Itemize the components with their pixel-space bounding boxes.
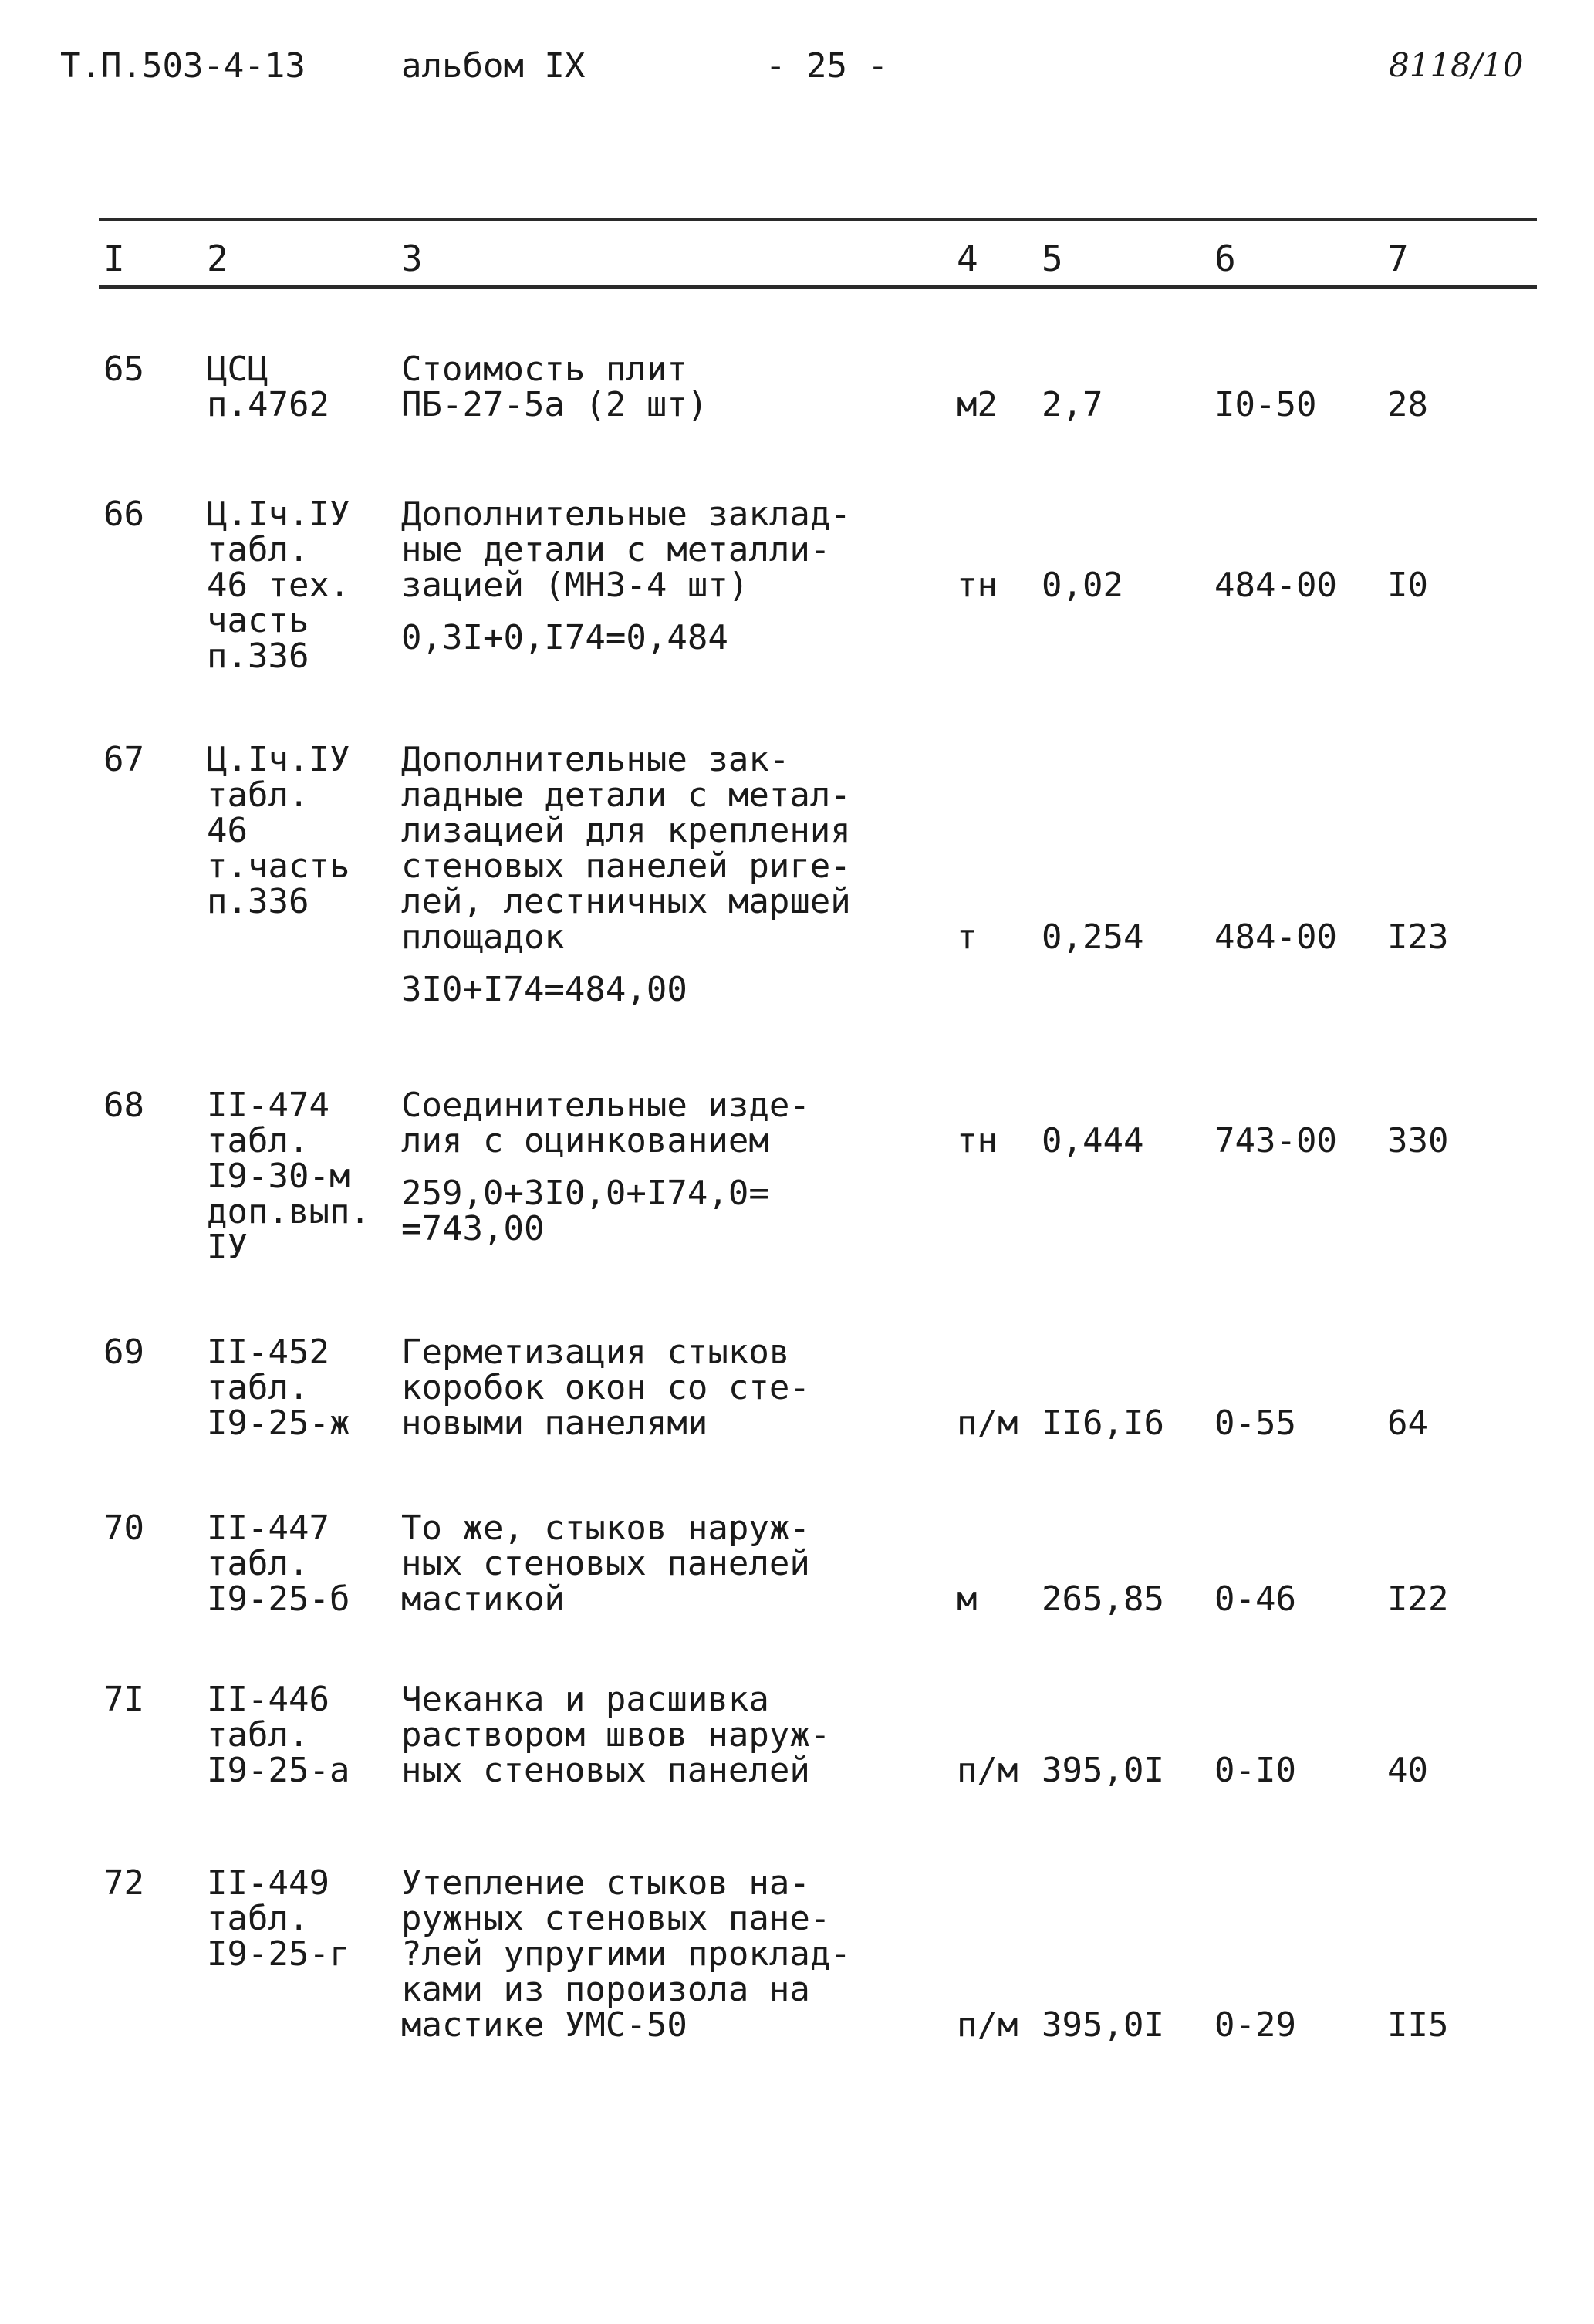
description-line: площадок xyxy=(401,917,565,957)
source-line: 46 xyxy=(207,811,248,850)
description-line: Чеканка и расшивка xyxy=(401,1680,769,1719)
description-line: Утепление стыков на- xyxy=(401,1863,810,1903)
unit: т xyxy=(957,917,978,957)
source-line: п.4762 xyxy=(207,385,329,424)
total-cost: I22 xyxy=(1387,1579,1449,1619)
description-line: коробок окон со сте- xyxy=(401,1368,810,1407)
handwritten-reference: 8118/10 xyxy=(1389,46,1524,84)
source-line: п.336 xyxy=(207,882,309,921)
source-reference xyxy=(207,1335,350,1441)
work-description xyxy=(401,1508,810,1619)
calculation-line: =743,00 xyxy=(401,1209,545,1248)
quantity: 395,0I xyxy=(1042,1751,1164,1790)
source-reference xyxy=(207,1863,350,1974)
description-line: лизацией для крепления xyxy=(401,811,851,850)
album-label: альбом IX xyxy=(401,46,586,86)
source-line: табл. xyxy=(207,1544,309,1583)
document-code: Т.П.503-4-13 xyxy=(60,46,306,86)
unit-price: 0-I0 xyxy=(1214,1751,1296,1790)
source-line: IУ xyxy=(207,1228,248,1267)
work-description xyxy=(401,352,708,423)
description-line: мастикой xyxy=(401,1579,565,1619)
description-line: раствором швов наруж- xyxy=(401,1715,831,1755)
unit-price: 0-55 xyxy=(1214,1404,1296,1443)
source-line: I9-25-г xyxy=(207,1934,350,1974)
description-line: мастике УМС-50 xyxy=(401,2005,687,2045)
description-line: новыми панелями xyxy=(401,1404,708,1443)
source-reference xyxy=(207,1088,370,1265)
source-line: I9-25-а xyxy=(207,1751,350,1790)
source-line: II-452 xyxy=(207,1333,329,1372)
source-line: II-446 xyxy=(207,1680,329,1719)
column-header-4: 4 xyxy=(957,238,978,279)
work-description xyxy=(401,1088,810,1247)
quantity: 0,254 xyxy=(1042,917,1144,957)
source-line: табл. xyxy=(207,1899,309,1938)
source-line: п.336 xyxy=(207,637,309,676)
total-cost: I0 xyxy=(1387,566,1428,605)
row-number: 67 xyxy=(103,740,144,779)
source-line: табл. xyxy=(207,530,309,569)
unit-price: 743-00 xyxy=(1214,1121,1337,1160)
description-line: ПБ-27-5а (2 шт) xyxy=(401,385,708,424)
unit: п/м xyxy=(957,1751,1018,1790)
quantity: 0,02 xyxy=(1042,566,1123,605)
description-line: ладные детали с метал- xyxy=(401,775,851,815)
source-reference xyxy=(207,1508,350,1619)
unit: п/м xyxy=(957,2005,1018,2045)
unit: п/м xyxy=(957,1404,1018,1443)
source-line: I9-30-м xyxy=(207,1157,350,1196)
description-line: Герметизация стыков xyxy=(401,1333,790,1372)
total-cost: 330 xyxy=(1387,1121,1449,1160)
table-header-rule xyxy=(99,285,1537,289)
source-line: II-474 xyxy=(207,1086,329,1125)
source-line: 46 тех. xyxy=(207,566,350,605)
row-number: 69 xyxy=(103,1333,144,1372)
total-cost: II5 xyxy=(1387,2005,1449,2045)
source-reference xyxy=(207,1682,350,1789)
column-header-6: 6 xyxy=(1214,238,1236,279)
total-cost: 40 xyxy=(1387,1751,1428,1790)
row-number: 68 xyxy=(103,1086,144,1125)
quantity: II6,I6 xyxy=(1042,1404,1164,1443)
total-cost: I23 xyxy=(1387,917,1449,957)
description-line: ных стеновых панелей xyxy=(401,1544,810,1583)
description-line: Дополнительные зак- xyxy=(401,740,790,779)
total-cost: 64 xyxy=(1387,1404,1428,1443)
description-line: ?лей упругими проклад- xyxy=(401,1934,851,1974)
unit-price: 0-46 xyxy=(1214,1579,1296,1619)
total-cost: 28 xyxy=(1387,385,1428,424)
source-line: II-449 xyxy=(207,1863,329,1903)
row-number: 7I xyxy=(103,1680,144,1719)
source-line: часть xyxy=(207,601,309,640)
source-line: I9-25-б xyxy=(207,1579,350,1619)
work-description xyxy=(401,1335,810,1441)
quantity: 2,7 xyxy=(1042,385,1103,424)
description-line: ные детали с металли- xyxy=(401,530,831,569)
work-description xyxy=(401,1682,830,1789)
column-header-2: 2 xyxy=(207,238,228,279)
row-number: 65 xyxy=(103,350,144,389)
column-header-3: 3 xyxy=(401,238,423,279)
work-description xyxy=(401,1863,851,2045)
source-line: ЦСЦ xyxy=(207,350,268,389)
column-header-7: 7 xyxy=(1387,238,1409,279)
source-line: доп.вып. xyxy=(207,1192,370,1231)
calculation-line: 0,3I+0,I74=0,484 xyxy=(401,618,728,657)
table-top-rule xyxy=(99,218,1537,221)
calculation-line: 3I0+I74=484,00 xyxy=(401,970,687,1009)
source-line: II-447 xyxy=(207,1508,329,1548)
row-number: 72 xyxy=(103,1863,144,1903)
source-line: Ц.Iч.IУ xyxy=(207,495,350,534)
unit: м2 xyxy=(957,385,998,424)
unit: м xyxy=(957,1579,978,1619)
unit-price: 484-00 xyxy=(1214,917,1337,957)
quantity: 265,85 xyxy=(1042,1579,1164,1619)
description-line: Стоимость плит xyxy=(401,350,687,389)
row-number: 66 xyxy=(103,495,144,534)
description-line: лей, лестничных маршей xyxy=(401,882,851,921)
source-line: табл. xyxy=(207,1715,309,1755)
source-line: табл. xyxy=(207,1121,309,1160)
quantity: 0,444 xyxy=(1042,1121,1144,1160)
description-line: Соединительные изде- xyxy=(401,1086,810,1125)
source-line: табл. xyxy=(207,1368,309,1407)
unit-price: I0-50 xyxy=(1214,385,1317,424)
column-header-1: I xyxy=(103,238,125,279)
page-number: - 25 - xyxy=(765,46,888,86)
description-line: ных стеновых панелей xyxy=(401,1751,810,1790)
description-line: ружных стеновых пане- xyxy=(401,1899,831,1938)
column-header-5: 5 xyxy=(1042,238,1063,279)
source-line: I9-25-ж xyxy=(207,1404,350,1443)
description-line: лия с оцинкованием xyxy=(401,1121,769,1160)
description-line: зацией (МНЗ-4 шт) xyxy=(401,566,749,605)
unit-price: 484-00 xyxy=(1214,566,1337,605)
description-line: ками из пороизола на xyxy=(401,1970,810,2009)
unit: тн xyxy=(957,1121,998,1160)
source-line: табл. xyxy=(207,775,309,815)
source-reference xyxy=(207,352,329,423)
unit-price: 0-29 xyxy=(1214,2005,1296,2045)
quantity: 395,0I xyxy=(1042,2005,1164,2045)
source-line: Ц.Iч.IУ xyxy=(207,740,350,779)
description-line: Дополнительные заклад- xyxy=(401,495,851,534)
source-reference xyxy=(207,497,350,674)
row-number: 70 xyxy=(103,1508,144,1548)
unit: тн xyxy=(957,566,998,605)
work-description xyxy=(401,497,851,656)
description-line: стеновых панелей риге- xyxy=(401,846,851,886)
work-description xyxy=(401,742,851,1008)
calculation-line: 259,0+3I0,0+I74,0= xyxy=(401,1174,769,1213)
description-line: То же, стыков наруж- xyxy=(401,1508,810,1548)
source-reference xyxy=(207,742,350,920)
source-line: т.часть xyxy=(207,846,350,886)
